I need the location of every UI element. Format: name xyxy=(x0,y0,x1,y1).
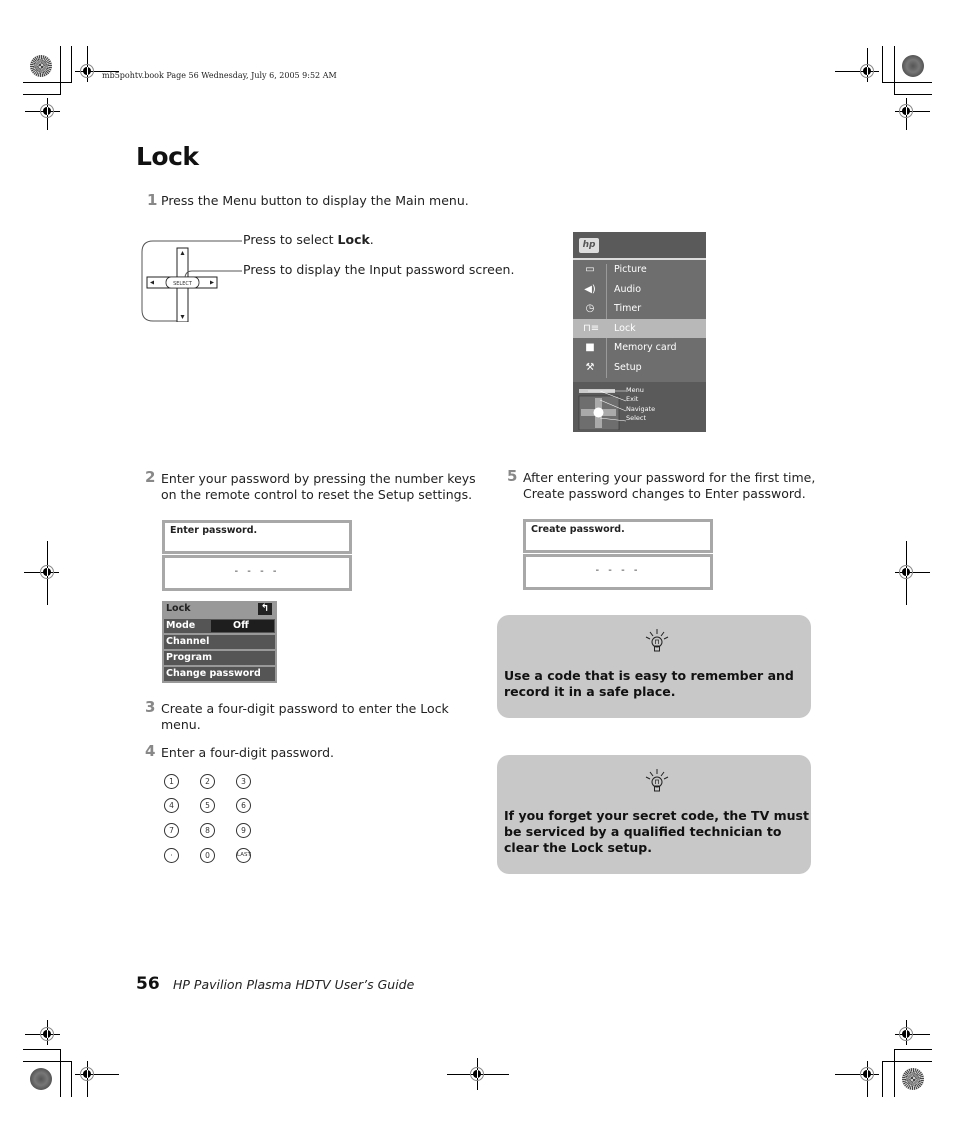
lock-menu-row-channel[interactable]: Channel xyxy=(164,635,275,649)
warning-tip-box: If you forget your secret code, the TV must be serviced by a qualified technician to clear the Lock setup. xyxy=(497,755,811,874)
wrench-icon: ⚒ xyxy=(585,361,595,373)
remote-dpad-diagram xyxy=(140,240,245,322)
tv-menu-item-setup[interactable]: ⚒ Setup xyxy=(573,358,706,378)
tv-menu-item-timer[interactable]: ◷ Timer xyxy=(573,299,706,319)
memory-card-icon: ■ xyxy=(585,342,595,353)
lock-menu-row-mode[interactable]: Mode Off xyxy=(164,619,275,633)
password-input[interactable]: - - - - xyxy=(523,554,713,590)
step-text-line: Enter your password by pressing the number keys xyxy=(161,471,476,486)
page-number: 56 xyxy=(136,974,160,994)
key-2[interactable]: 2 xyxy=(200,774,215,789)
picture-icon: ▭ xyxy=(585,264,595,275)
enter-password-dialog xyxy=(162,520,352,591)
key-9[interactable]: 9 xyxy=(236,823,251,838)
key-6[interactable]: 6 xyxy=(236,798,251,813)
step-number: 5 xyxy=(507,467,518,485)
create-password-dialog xyxy=(523,519,713,590)
key-8[interactable]: 8 xyxy=(200,823,215,838)
lock-menu-row-change-password[interactable]: Change password xyxy=(164,667,275,681)
tv-menu-item-lock[interactable]: ⊓≡ Lock xyxy=(573,319,706,339)
registration-mark-icon xyxy=(40,1027,54,1041)
tip-box: Use a code that is easy to remember and record it in a safe place. xyxy=(497,615,811,718)
lock-menu xyxy=(162,601,277,683)
dialog-title: Enter password. xyxy=(170,525,258,536)
lock-icon: ⊓≡ xyxy=(583,322,600,334)
tv-menu-item-audio[interactable]: ◀) Audio xyxy=(584,283,642,295)
color-bar-disc-icon xyxy=(30,55,52,77)
key-dot[interactable]: · xyxy=(164,848,179,863)
step-text-line: Create password changes to Enter password. xyxy=(523,486,806,501)
key-0[interactable]: 0 xyxy=(200,848,215,863)
lock-menu-row-program[interactable]: Program xyxy=(164,651,275,665)
key-3[interactable]: 3 xyxy=(236,774,251,789)
tv-menu-items xyxy=(573,260,706,382)
step-number: 1 xyxy=(147,191,158,209)
registration-mark-icon xyxy=(40,565,54,579)
select-label: SELECT xyxy=(173,281,192,287)
key-5[interactable]: 5 xyxy=(200,798,215,813)
registration-mark-icon xyxy=(860,1067,874,1081)
tv-main-menu xyxy=(573,232,706,432)
step-text-line: Create a four-digit password to enter the Lock xyxy=(161,701,449,716)
key-last[interactable]: LAST xyxy=(236,848,251,863)
lock-menu-title: Lock ↰ xyxy=(164,602,275,616)
registration-mark-icon xyxy=(860,64,874,78)
timer-icon: ◷ xyxy=(585,303,595,314)
key-1[interactable]: 1 xyxy=(164,774,179,789)
key-4[interactable]: 4 xyxy=(164,798,179,813)
step-number: 2 xyxy=(145,468,156,486)
tv-menu-item-picture[interactable]: ▭ Picture xyxy=(573,260,706,280)
lightbulb-icon xyxy=(645,767,669,797)
callout-display-password: Press to display the Input password screen. xyxy=(243,262,515,277)
color-bar-disc-icon xyxy=(902,1068,924,1090)
registration-mark-icon xyxy=(80,1067,94,1081)
registration-mark-icon xyxy=(899,104,913,118)
callout-select-lock: Press to select Lock. xyxy=(243,232,374,247)
back-arrow-icon[interactable]: ↰ xyxy=(258,603,272,615)
registration-mark-icon xyxy=(80,64,94,78)
key-7[interactable]: 7 xyxy=(164,823,179,838)
step-text-line: on the remote control to reset the Setup settings. xyxy=(161,487,473,502)
color-bar-disc-icon xyxy=(902,55,924,77)
remote-legend-icon xyxy=(578,388,628,430)
print-slug: mb5pohtv.book Page 56 Wednesday, July 6, 2005 9:52 AM xyxy=(102,71,337,80)
tv-menu-header xyxy=(573,232,706,260)
step-text: Enter a four-digit password. xyxy=(161,745,334,760)
guide-title: HP Pavilion Plasma HDTV User’s Guide xyxy=(173,977,415,992)
dialog-title: Create password. xyxy=(531,524,625,535)
registration-mark-icon xyxy=(899,565,913,579)
registration-mark-icon xyxy=(470,1067,484,1081)
step-text-line: After entering your password for the first time, xyxy=(523,470,816,485)
registration-mark-icon xyxy=(40,104,54,118)
lightbulb-icon xyxy=(645,627,669,657)
tv-menu-item-memory-card[interactable]: ■ Memory card xyxy=(573,338,706,358)
step-number: 3 xyxy=(145,698,156,716)
step-number: 4 xyxy=(145,742,156,760)
step-text: Press the Menu button to display the Main menu. xyxy=(161,193,469,208)
mode-value[interactable]: Off xyxy=(211,620,274,632)
step-text-line: menu. xyxy=(161,717,201,732)
tv-menu-button-legend: Menu Exit Navigate Select xyxy=(573,384,706,432)
hp-logo-icon: hp xyxy=(579,238,599,253)
registration-mark-icon xyxy=(899,1027,913,1041)
color-bar-disc-icon xyxy=(30,1068,52,1090)
password-input[interactable]: - - - - xyxy=(162,555,352,591)
audio-icon: ◀) xyxy=(584,283,596,295)
page-title: Lock xyxy=(136,142,199,171)
